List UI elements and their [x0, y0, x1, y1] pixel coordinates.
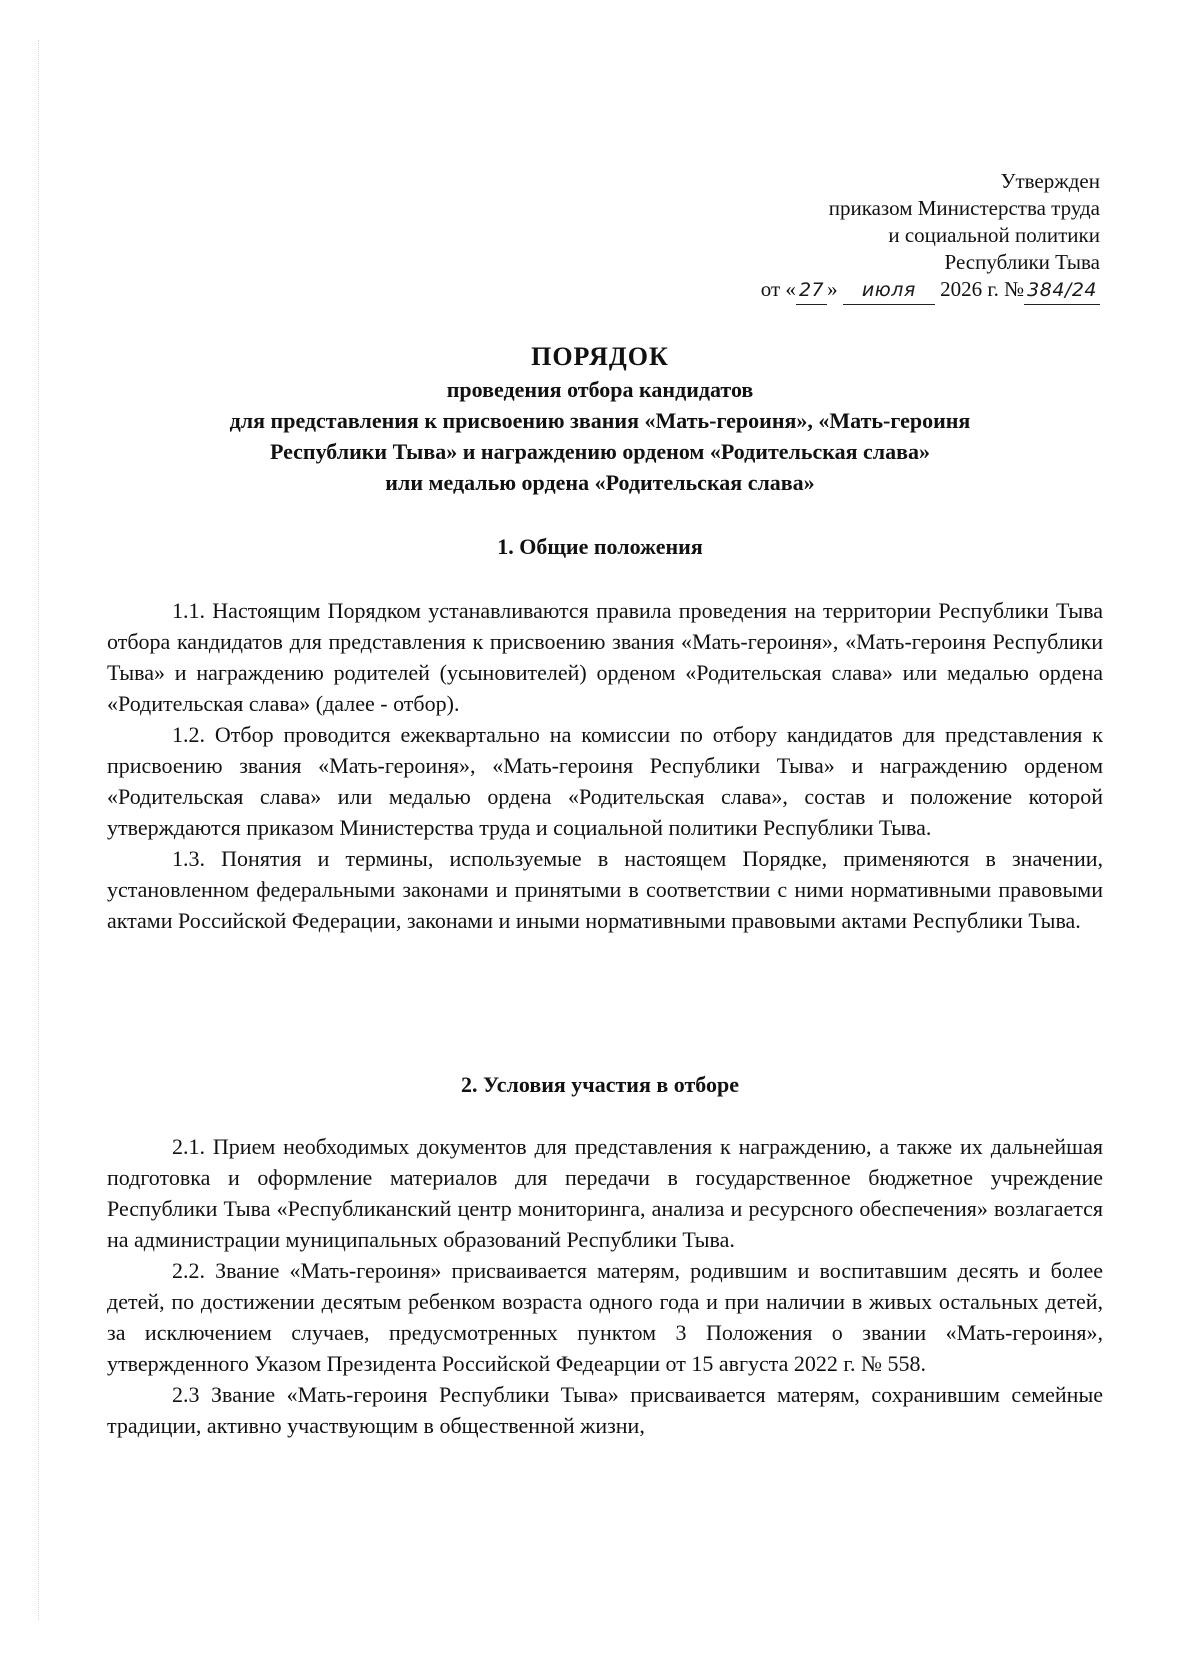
document-title: [90, 340, 1110, 498]
paragraph-1-1: 1.1. Настоящим Порядком устанавливаются правила проведения на территории Республики Тыва отбора кандидатов для представления к присвоению звания «Мать-героиня», «Мать-героиня Республики Тыва» и награждению родителей (усыновителей) орденом «Родительская слава» или медалью ордена «Родительская слава» (далее - отбор).: [107, 598, 1103, 716]
paragraph-2-1: 2.1. Прием необходимых документов для представления к награждению, а также их дальнейшая подготовка и оформление материалов для передачи в государственное бюджетное учреждение Республики Тыва «Республиканский центр мониторинга, анализа и ресурсного обеспечения» возлагается на администрации муниципальных образований Республики Тыва.: [107, 1134, 1103, 1252]
approval-line-4: Республики Тыва: [944, 250, 1100, 274]
date-year: 2026 г. №: [940, 277, 1025, 301]
paragraph-1-3: 1.3. Понятия и термины, используемые в настоящем Порядке, применяются в значении, установленном федеральными законами и принятыми в соответствии с ними нормативными правовыми актами Российской Федерации, законами и иными нормативными правовыми актами Республики Тыва.: [107, 846, 1103, 933]
approval-line-3: и социальной политики: [888, 223, 1100, 247]
scan-edge-line: [38, 40, 40, 1620]
section-1-heading: 1. Общие положения: [497, 534, 703, 559]
handwritten-day: 27: [796, 277, 827, 305]
paragraph-2-2: 2.2. Звание «Мать-героиня» присваивается матерям, родившим и воспитавшим десять и более детей, по достижении десятым ребенком возраста одного года и при наличии в живых остальных детей, за исключением случаев, предусмотренных пунктом 3 Положения о звании «Мать-героиня», утвержденного Указом Президента Российской Федеарции от 15 августа 2022 г. № 558.: [107, 1258, 1103, 1376]
date-mid: »: [827, 277, 838, 301]
title-sub-1: проведения отбора кандидатов: [446, 377, 754, 402]
title-sub-3: Республики Тыва» и награждению орденом «Родительская слава»: [269, 439, 931, 464]
handwritten-month: июля: [843, 277, 935, 305]
approval-line-1: Утвержден: [1000, 169, 1100, 193]
date-prefix: от «: [760, 277, 796, 301]
paragraph-1-2: 1.2. Отбор проводится ежеквартально на комиссии по отбору кандидатов для представления к присвоению звания «Мать-героиня», «Мать-героиня Республики Тыва» и награждению орденом «Родительская слава» или медалью ордена «Родительская слава», состав и положение которой утверждаются приказом Министерства труда и социальной политики Республики Тыва.: [107, 722, 1103, 840]
paragraph-2-3: 2.3 Звание «Мать-героиня Республики Тыва» присваивается матерям, сохранившим семейные традиции, активно участвующим в общественной жизни,: [107, 1382, 1103, 1438]
approval-stamp-block: [680, 168, 1100, 305]
approval-line-2: приказом Министерства труда: [828, 196, 1100, 220]
title-sub-2: для представления к присвоению звания «Мать-героиня», «Мать-героиня: [229, 408, 971, 433]
title-sub-4: или медалью ордена «Родительская слава»: [385, 470, 815, 495]
approval-date-line: [680, 276, 1100, 305]
section-2-body: [107, 1131, 1103, 1441]
section-2-heading: 2. Условия участия в отборе: [461, 1072, 739, 1097]
title-main: ПОРЯДОК: [531, 342, 669, 371]
section-1-body: [107, 595, 1103, 936]
handwritten-number: 384/24: [1024, 277, 1100, 305]
